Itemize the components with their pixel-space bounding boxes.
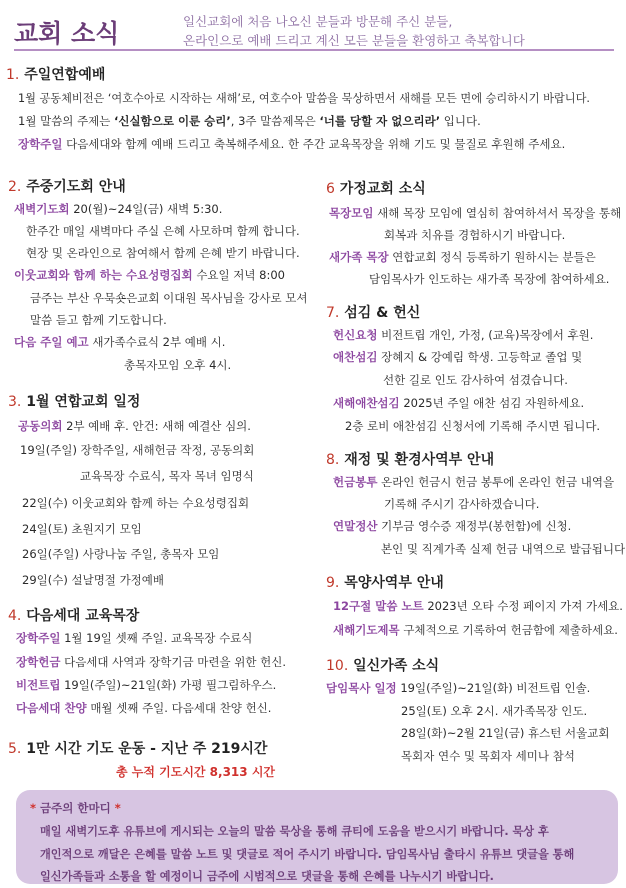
section-7-heading: 7. 섬김 & 헌신 xyxy=(326,305,421,321)
s4-line-2: 장학헌금 다음세대 사역과 장학기금 마련을 위한 헌신. xyxy=(16,655,286,669)
s8-line-3: 연말정산 기부금 영수증 재정부(봉헌함)에 신청. xyxy=(333,519,572,533)
s3-line-7: 29일(수) 설날명절 가정예배 xyxy=(22,573,165,587)
s4-line-4: 다음세대 찬양 매월 셋째 주일. 다음세대 찬양 헌신. xyxy=(16,701,272,715)
s2-line-5: 금주는 부산 우묵숏은교회 이대원 목사님을 강사로 모셔 xyxy=(30,291,308,305)
s1-line-1: 1월 공동체비전은 ‘여호수아로 시작하는 새해’로, 여호수아 말씀을 묵상하면서 새해를 모든 면에 승리하시기 바랍니다. xyxy=(18,92,590,105)
weekly-note-title: 금주의 한마디 xyxy=(40,801,111,815)
s10-line-2: 25일(토) 오후 2시. 새가족목장 인도. xyxy=(401,704,588,718)
section-1-heading xyxy=(6,64,105,84)
s2-line-2: 한주간 매일 새벽마다 주실 은혜 사모하며 함께 합니다. xyxy=(26,224,300,238)
s7-line-2: 애찬섬김 장혜지 & 강예림 학생. 고등학교 졸업 및 xyxy=(333,350,583,364)
s10-line-3: 28일(화)~2월 21일(금) 휴스턴 서울교회 xyxy=(401,726,610,740)
weekly-note-line-2: 개인적으로 깨달은 은혜를 말씀 노트 및 댓글로 적어 주시기 바랍니다. 담임목사님 출타시 유튜브 댓글을 통해 xyxy=(40,848,575,861)
star-icon: * xyxy=(30,801,37,815)
section-3-heading: 3. 1월 연합교회 일정 xyxy=(8,394,141,410)
section-10-heading: 10. 일신가족 소식 xyxy=(326,658,440,674)
section-number: 1. xyxy=(6,67,20,83)
section-6-heading: 6 가정교회 소식 xyxy=(326,181,426,197)
header-divider xyxy=(14,49,614,51)
s3-line-6: 26일(주일) 사랑나눔 주일, 총목자 모임 xyxy=(22,547,220,561)
s3-line-1: 공동의회 2부 예배 후. 안건: 새해 예결산 심의. xyxy=(18,419,251,433)
page-title: 교회 소식 xyxy=(14,19,120,48)
s8-line-1: 헌금봉투 온라인 헌금시 헌금 봉투에 온라인 헌금 내역을 xyxy=(333,475,615,489)
s6-line-1: 목장모임 새해 목장 모임에 열심히 참여하셔서 목장을 통해 xyxy=(329,206,622,220)
prayer-total: 총 누적 기도시간 8,313 시간 xyxy=(116,765,275,779)
s8-line-2: 기록해 주시기 감사하겠습니다. xyxy=(384,497,540,511)
s1-line-2: 1월 말씀의 주제는 ‘신실함으로 이룬 승리’, 3주 말씀제목은 ‘너를 당할 자 없으리라’ 입니다. xyxy=(18,114,481,128)
weekly-note-heading xyxy=(30,800,121,816)
s3-line-5: 24일(토) 초원지기 모임 xyxy=(22,522,142,536)
s6-line-2: 회복과 치유를 경험하시기 바랍니다. xyxy=(384,228,566,242)
s6-line-4: 담임목사가 인도하는 새가족 목장에 참여하세요. xyxy=(369,272,610,286)
welcome-line-2: 온라인으로 예배 드리고 계신 모든 분들을 환영하고 축복합니다 xyxy=(183,33,525,48)
s6-line-3: 새가족 목장 연합교회 정식 등록하기 원하시는 분들은 xyxy=(329,250,596,264)
s4-line-3: 비전트립 19일(주일)~21일(화) 가평 필그림하우스. xyxy=(16,678,277,692)
star-icon: * xyxy=(114,801,121,815)
s10-line-4: 목회자 연수 및 목회자 세미나 참석 xyxy=(401,749,575,763)
s9-line-2: 새해기도제목 구체적으로 기록하여 헌금함에 제출하세요. xyxy=(333,623,618,637)
s8-line-4: 본인 및 직계가족 실제 헌금 내역으로 발급됩니다 xyxy=(381,542,626,556)
s3-line-4: 22일(수) 이웃교회와 함께 하는 수요성령집회 xyxy=(22,496,250,510)
s4-line-1: 장학주일 1월 19일 셋째 주일. 교육목장 수료식 xyxy=(16,631,253,645)
s1-line-3: 장학주일 다음세대와 함께 예배 드리고 축복해주세요. 한 주간 교육목장을 위해 기도 및 물질로 후원해 주세요. xyxy=(18,137,566,151)
section-2-heading: 2. 주중기도회 안내 xyxy=(8,179,126,195)
section-8-heading: 8. 재정 및 환경사역부 안내 xyxy=(326,452,495,468)
section-9-heading: 9. 목양사역부 안내 xyxy=(326,575,444,591)
s2-line-6: 말씀 듣고 함께 기도합니다. xyxy=(30,313,167,327)
s2-line-4: 이웃교회와 함께 하는 수요성령집회 수요일 저녁 8:00 xyxy=(14,268,285,282)
s2-line-1: 새벽기도회 20(월)~24일(금) 새벽 5:30. xyxy=(14,202,223,216)
section-title: 주일연합예배 xyxy=(24,67,106,83)
s2-line-7: 다음 주일 예고 새가족수료식 2부 예배 시. xyxy=(14,335,226,349)
s2-line-8: 총목자모임 오후 4시. xyxy=(124,358,232,372)
s9-line-1: 12구절 말씀 노트 2023년 오타 수정 페이지 가져 가세요. xyxy=(333,599,623,613)
welcome-line-1: 일신교회에 처음 나오신 분들과 방문해 주신 분들, xyxy=(183,14,453,29)
s7-line-3: 선한 길로 인도 감사하여 섬겼습니다. xyxy=(383,373,568,387)
s3-line-3: 교육목장 수료식, 목자 목녀 임명식 xyxy=(80,469,254,483)
s10-line-1: 담임목사 일정 19일(주일)~21일(화) 비전트립 인솔. xyxy=(326,681,591,695)
weekly-note-line-1: 매일 새벽기도후 유튜브에 게시되는 오늘의 말씀 묵상을 통해 큐티에 도움을 받으시기 바랍니다. 묵상 후 xyxy=(40,825,549,838)
weekly-note-line-3: 일신가족들과 소통을 할 예정이니 금주에 시범적으로 댓글을 통해 은혜를 나누시기 바랍니다. xyxy=(40,870,494,883)
section-5-heading: 5. 1만 시간 기도 운동 - 지난 주 219시간 xyxy=(8,741,268,757)
s2-line-3: 현장 및 온라인으로 참여해서 함께 은혜 받기 바랍니다. xyxy=(26,246,300,260)
s7-line-4: 새해애찬섬김 2025년 주일 애찬 섬김 자원하세요. xyxy=(333,396,585,410)
s7-line-5: 2층 로비 애찬섬김 신청서에 기록해 주시면 됩니다. xyxy=(345,419,601,433)
section-4-heading: 4. 다음세대 교육목장 xyxy=(8,608,140,624)
s7-line-1: 헌신요청 비전트립 개인, 가정, (교육)목장에서 후원. xyxy=(333,328,594,342)
s3-line-2: 19일(주일) 장학주일, 새해헌금 작정, 공동의회 xyxy=(20,443,255,457)
